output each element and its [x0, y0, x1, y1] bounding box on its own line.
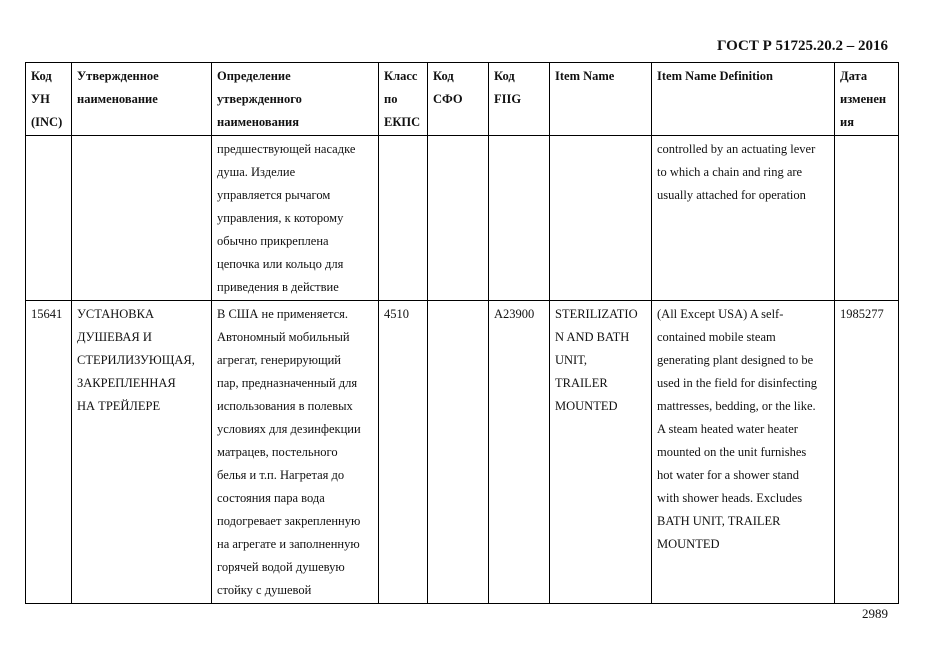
col-header-name-ru: Утвержденное наименование [72, 63, 212, 136]
catalog-table [25, 62, 899, 604]
col-header-definition-ru: Определение утвержденного наименования [212, 63, 379, 136]
cell-sfo [428, 136, 489, 301]
cell-item-name: STERILIZATIO N AND BATH UNIT, TRAILER MOUNTED [550, 301, 652, 604]
col-header-fiig: Код FIIG [489, 63, 550, 136]
col-header-class: Класс по ЕКПС [379, 63, 428, 136]
cell-class [379, 136, 428, 301]
col-header-sfo: Код СФО [428, 63, 489, 136]
cell-class: 4510 [379, 301, 428, 604]
cell-date: 1985277 [835, 301, 899, 604]
page-number: 2989 [862, 606, 888, 621]
cell-name-ru [72, 136, 212, 301]
cell-inc: 15641 [26, 301, 72, 604]
document-header: ГОСТ Р 51725.20.2 – 2016 [716, 38, 888, 54]
cell-definition-ru: В США не применяется. Автономный мобильный агрегат, генерирующий пар, предназначенный для использования в полевых условиях для дезинфекции матрацев, постельного белья и т.п. Нагретая до состояния пара вода подогревает закрепленную на агрегате и заполненную горячей водой душевую стойку с душевой [212, 301, 379, 604]
cell-sfo [428, 301, 489, 604]
table-header-row [26, 63, 899, 136]
col-header-inc: Код УН (INC) [26, 63, 72, 136]
cell-item-name [550, 136, 652, 301]
cell-fiig [489, 136, 550, 301]
cell-definition-en: (All Except USA) A self- contained mobile steam generating plant designed to be used in the field for disinfecting mattresses, bedding, or the like. A steam heated water heater mounted on the unit furnishes hot water for a shower stand with shower heads. Excludes BATH UNIT, TRAILER MOUNTED [652, 301, 835, 604]
cell-name-ru: УСТАНОВКА ДУШЕВАЯ И СТЕРИЛИЗУЮЩАЯ, ЗАКРЕПЛЕННАЯ НА ТРЕЙЛЕРЕ [72, 301, 212, 604]
table-row [26, 136, 899, 301]
col-header-definition-en: Item Name Definition [652, 63, 835, 136]
col-header-date: Дата изменен ия [835, 63, 899, 136]
cell-definition-ru: предшествующей насадке душа. Изделие управляется рычагом управления, к которому обычно прикреплена цепочка или кольцо для приведения в действие [212, 136, 379, 301]
table-row [26, 301, 899, 604]
cell-fiig: A23900 [489, 301, 550, 604]
cell-inc [26, 136, 72, 301]
col-header-item-name: Item Name [550, 63, 652, 136]
cell-definition-en: controlled by an actuating lever to which a chain and ring are usually attached for operation [652, 136, 835, 301]
cell-date [835, 136, 899, 301]
